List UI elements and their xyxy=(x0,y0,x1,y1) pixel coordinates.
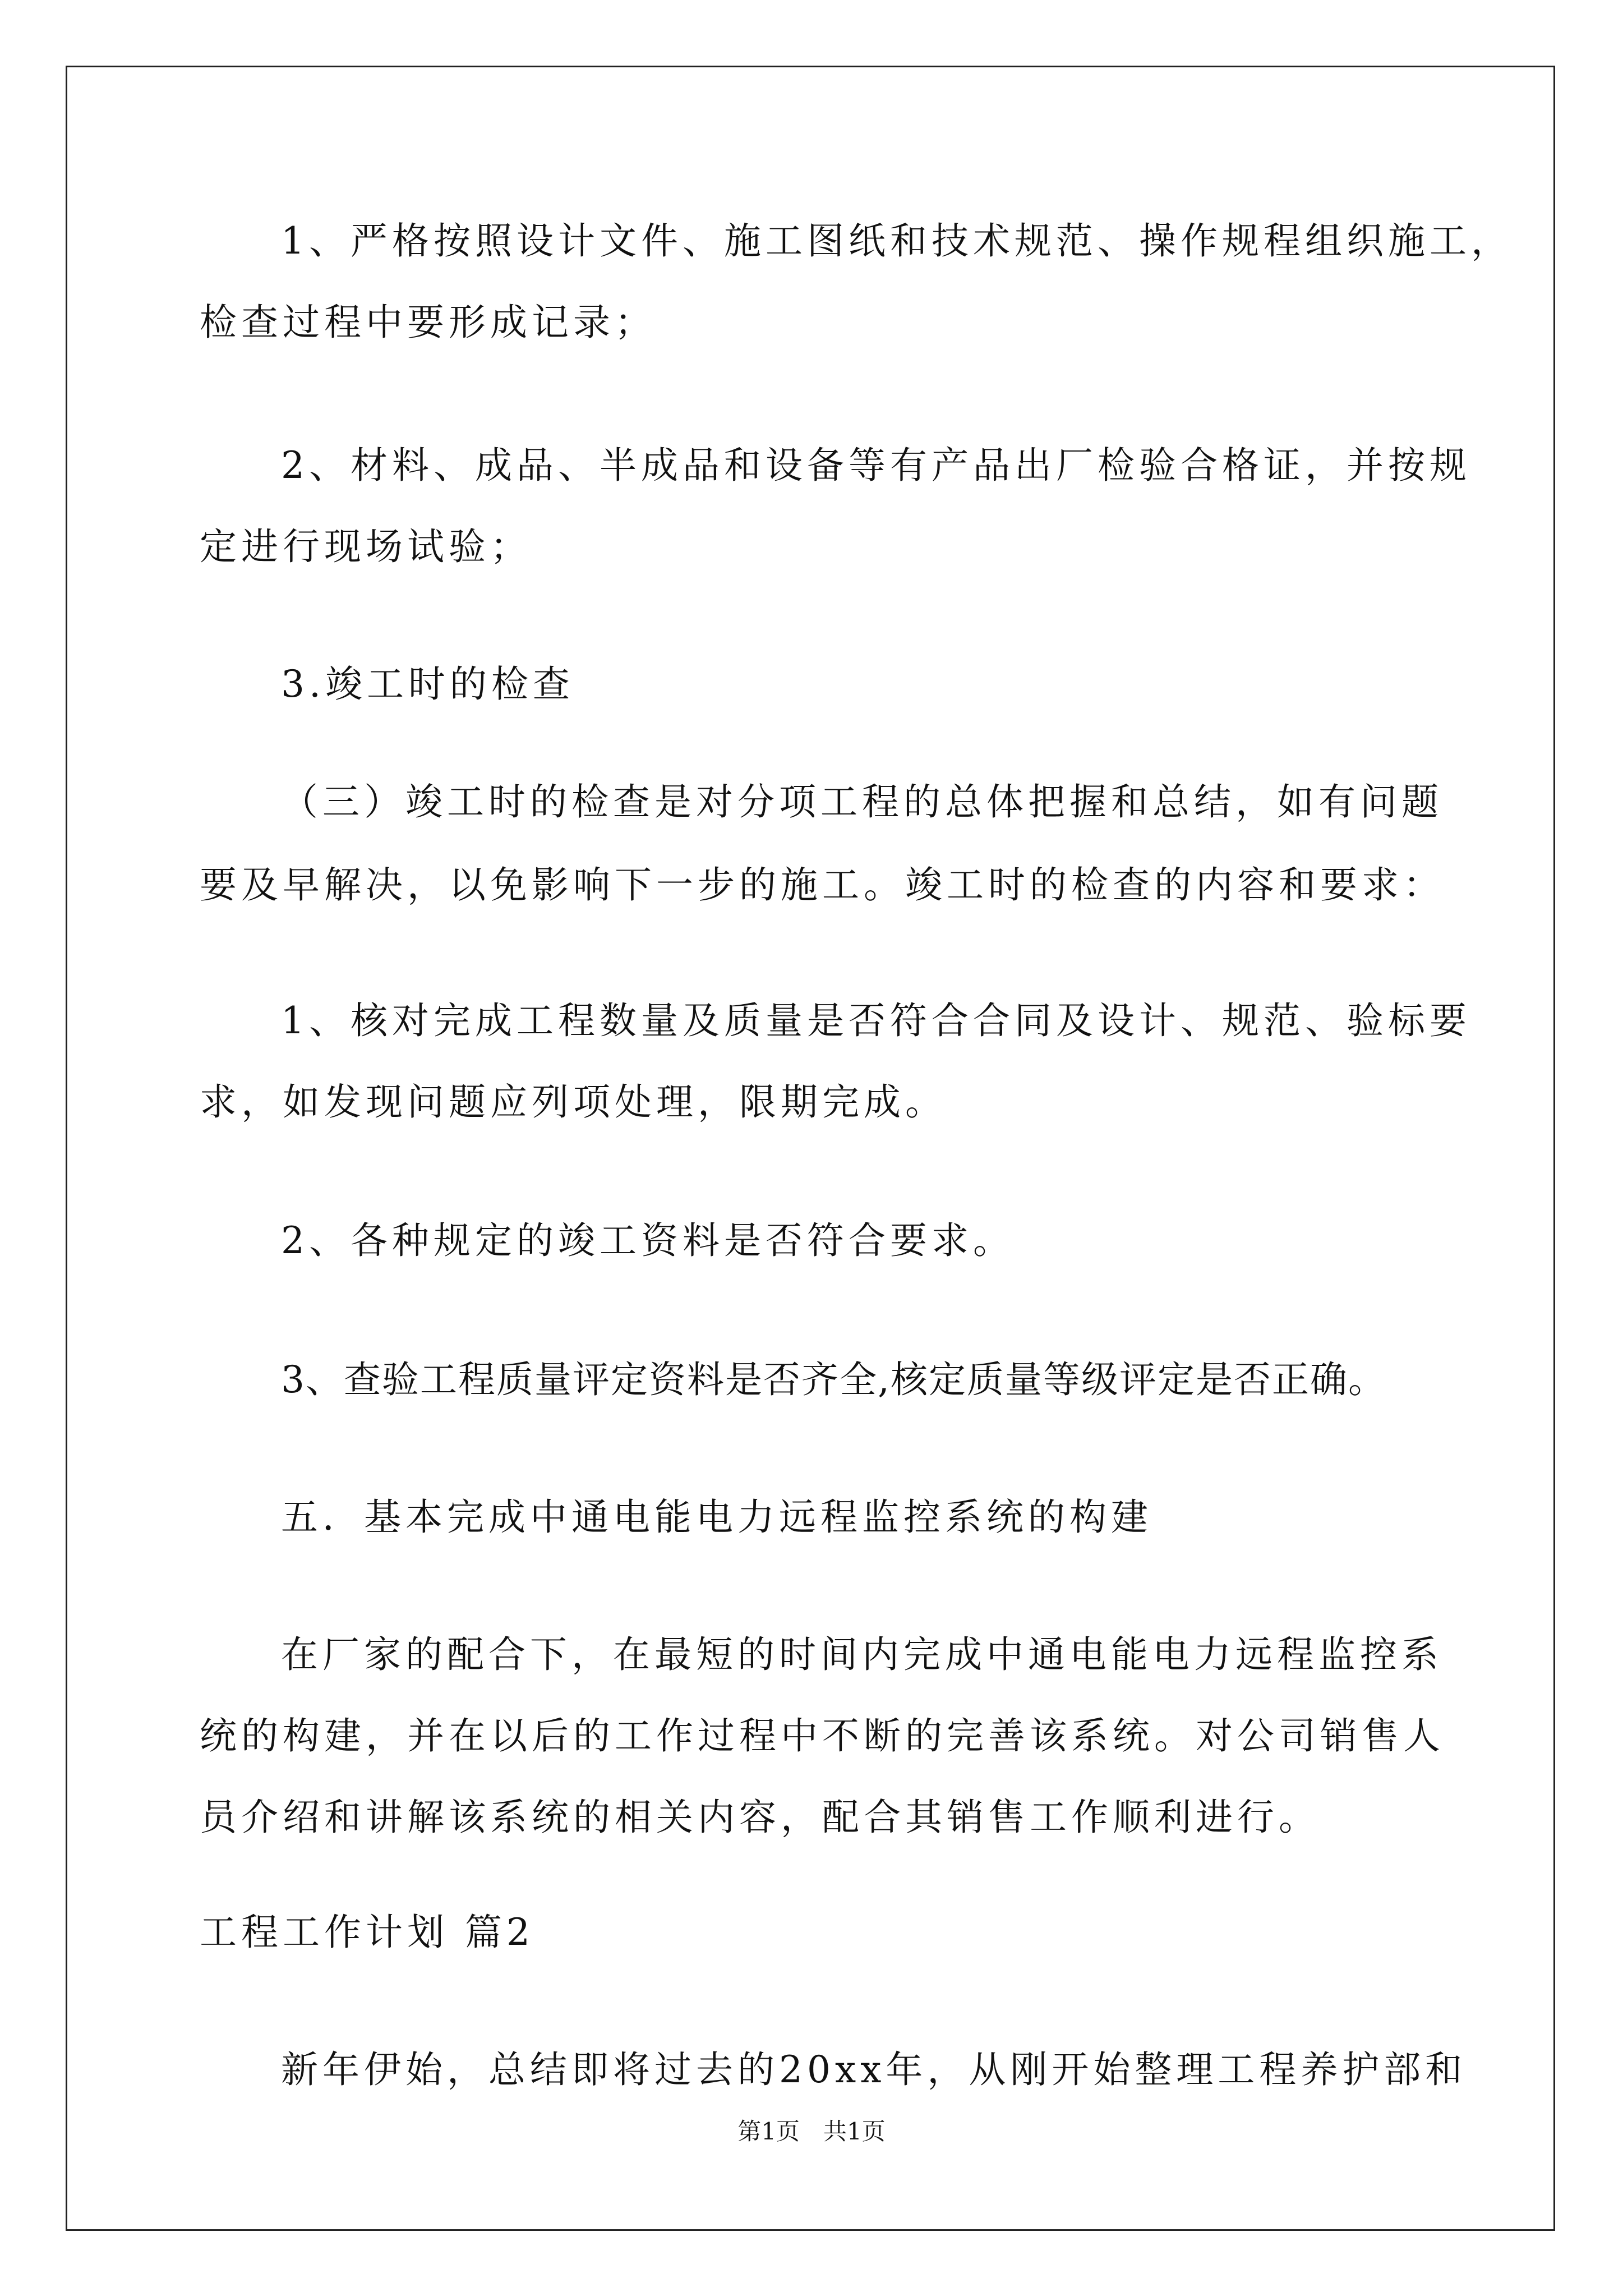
paragraph-line: 在厂家的配合下，在最短的时间内完成中通电能电力远程监控系 xyxy=(281,1633,1443,1676)
paragraph-line: （三）竣工时的检查是对分项工程的总体把握和总结，如有问题 xyxy=(281,780,1443,823)
paragraph-line: 要及早解决，以免影响下一步的施工。竣工时的检查的内容和要求： xyxy=(200,863,1445,907)
paragraph-line: 3、查验工程质量评定资料是否齐全,核定质量等级评定是否正确。 xyxy=(281,1358,1386,1401)
paragraph-line: 检查过程中要形成记录； xyxy=(200,301,656,344)
paragraph-line: 1、核对完成工程数量及质量是否符合合同及设计、规范、验标要 xyxy=(281,999,1471,1042)
paragraph-line: 员介绍和讲解该系统的相关内容，配合其销售工作顺利进行。 xyxy=(200,1796,1320,1839)
paragraph-line: 定进行现场试验； xyxy=(200,525,532,568)
paragraph-line: 2、各种规定的竣工资料是否符合要求。 xyxy=(281,1219,1015,1262)
paragraph-line: 统的构建，并在以后的工作过程中不断的完善该系统。对公司销售人 xyxy=(200,1714,1445,1757)
page-border xyxy=(66,66,1555,2231)
paragraph-line: 求，如发现问题应列项处理，限期完成。 xyxy=(200,1080,947,1124)
document-title: 工程工作计划 篇2 xyxy=(200,1911,534,1954)
section-heading: 五．基本完成中通电能电力远程监控系统的构建 xyxy=(281,1496,1152,1539)
paragraph-line: 1、严格按照设计文件、施工图纸和技术规范、操作规程组织施工， xyxy=(281,219,1513,263)
page-number-footer: 第1页 共1页 xyxy=(737,2118,886,2145)
paragraph-line: 新年伊始，总结即将过去的20xx年，从刚开始整理工程养护部和 xyxy=(281,2048,1467,2091)
paragraph-line: 2、材料、成品、半成品和设备等有产品出厂检验合格证，并按规 xyxy=(281,444,1471,487)
section-heading: 3.竣工时的检查 xyxy=(281,662,574,706)
